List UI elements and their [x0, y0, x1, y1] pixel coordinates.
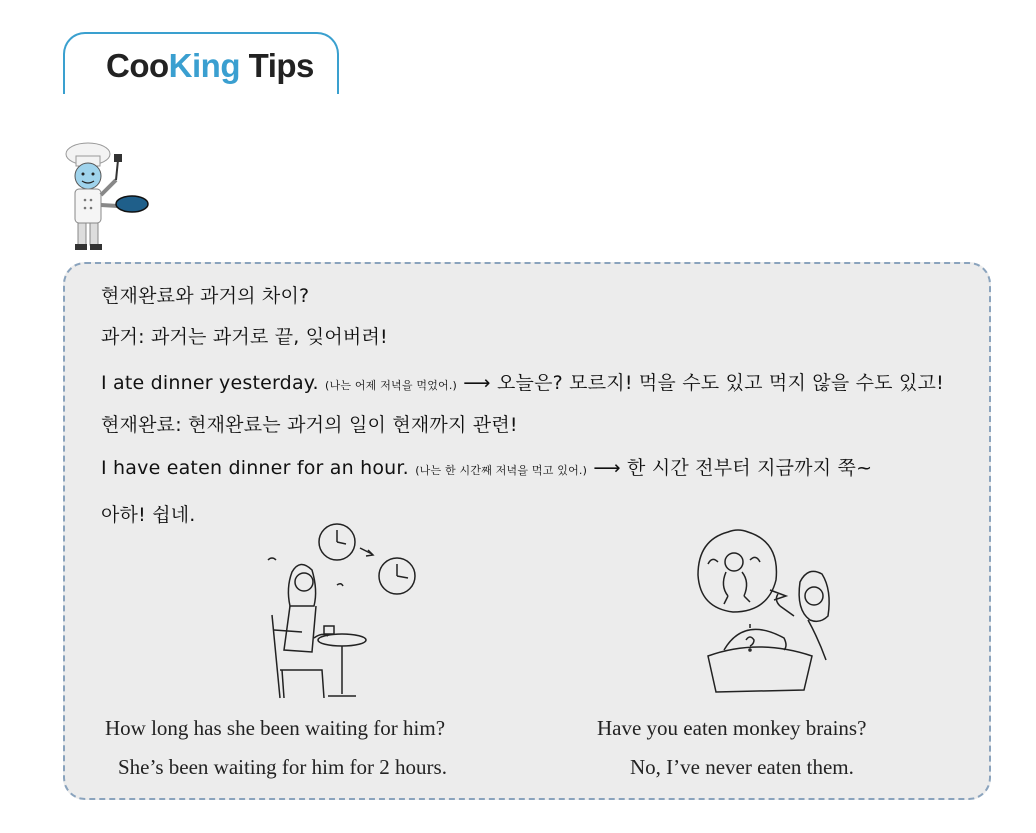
caption-right-question: Have you eaten monkey brains? [597, 716, 867, 740]
waiting-woman-illustration [262, 520, 422, 700]
caption-left-answer: She’s been waiting for him for 2 hours. [118, 755, 447, 779]
caption-left-question: How long has she been waiting for him? [105, 716, 446, 740]
note-line: 과거: 과거는 과거로 끝, 잊어버려! [101, 326, 388, 348]
caption-right-answer: No, I’ve never eaten them. [630, 755, 854, 779]
section-title: CooKing Tips [106, 47, 314, 84]
monkey-brains-illustration [688, 520, 858, 698]
note-line: I ate dinner yesterday. (나는 어제 저녁을 먹었어.) ⟶ 오늘은? 모르지! 먹을 수도 있고 먹지 않을 수도 있고! [101, 372, 944, 394]
note-line: 아하! 쉽네. [101, 504, 196, 526]
chef-illustration [58, 140, 158, 256]
note-line: I have eaten dinner for an hour. (나는 한 시간째 저녁을 먹고 있어.) ⟶ 한 시간 전부터 지금까지 쭉~ [101, 457, 873, 479]
note-line: 현재완료와 과거의 차이? [101, 285, 310, 307]
note-line: 현재완료: 현재완료는 과거의 일이 현재까지 관련! [101, 414, 518, 436]
